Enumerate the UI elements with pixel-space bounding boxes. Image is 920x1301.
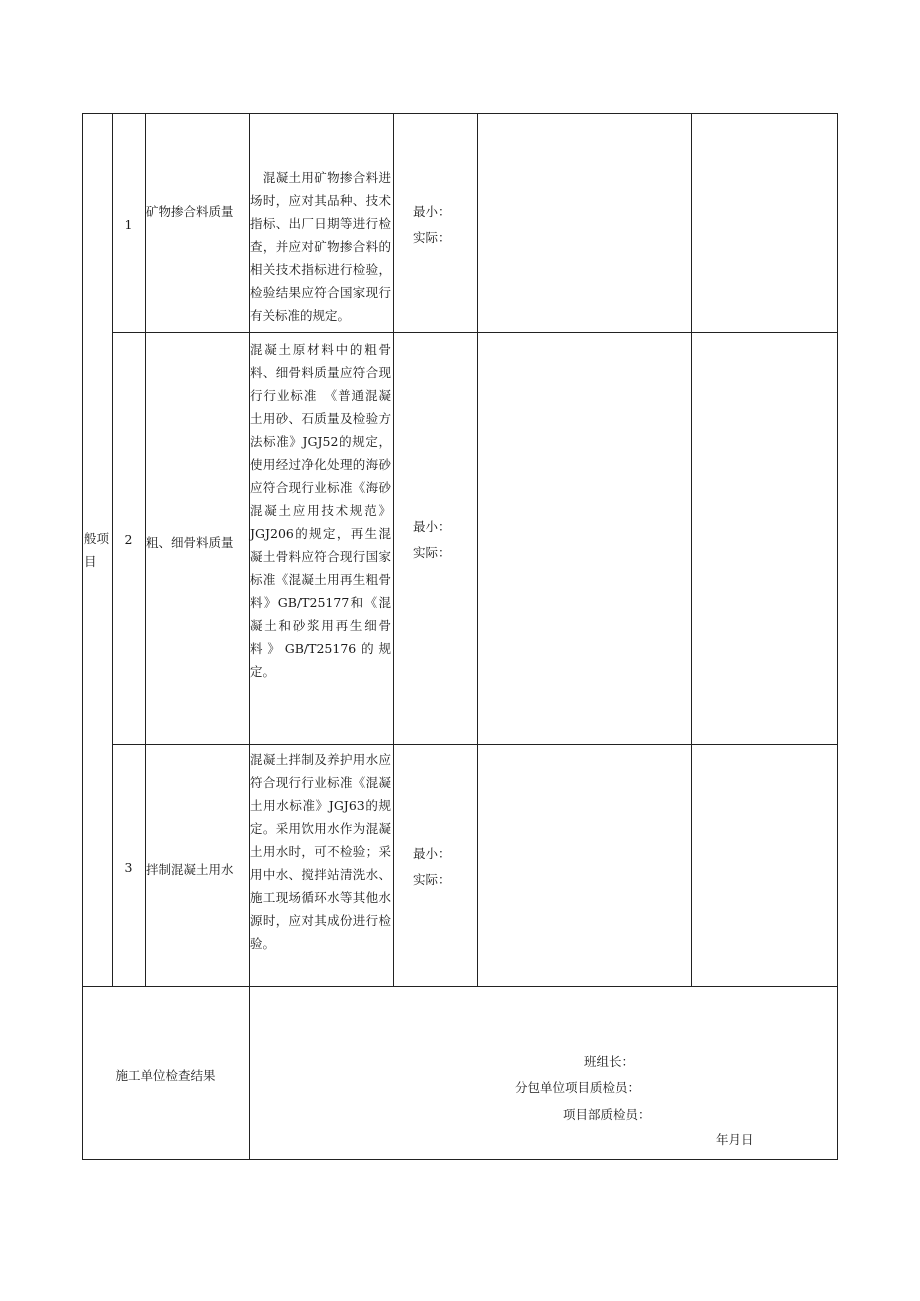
column-divider bbox=[393, 113, 394, 986]
sub-inspector-label: 分包单位项目质检员： bbox=[515, 1080, 641, 1095]
team-leader-label: 班组长： bbox=[584, 1054, 635, 1069]
requirement-text: 混凝土拌制及养护用水应符合现行行业标准《混凝土用水标准》JGJ63的规定。采用饮用水作为混凝土用水时，可不检验；采用中水、搅拌站清洗水、施工现场循环水等其他水源时，应对其成份进行检验。 bbox=[250, 752, 391, 951]
row-divider bbox=[82, 986, 838, 987]
row-number: 1 bbox=[124, 217, 133, 232]
requirement-text: 混凝土原材料中的粗骨料、细骨料质量应符合现行行业标准 《普通混凝土用砂、石质量及检验方法标准》JGJ52的规定，使用经过净化处理的海砂应符合现行业标准《海砂混凝土应用技术规范》JGJ206的规定，再生混凝土骨料应符合现行国家标准《混凝土用再生粗骨料》GB/T25177和《混凝土和砂浆用再生细骨料》GB/T25176的规定。 bbox=[250, 342, 391, 679]
table-border-left bbox=[82, 113, 83, 1160]
row-divider bbox=[112, 744, 838, 745]
section-label: 般项目 bbox=[84, 531, 110, 569]
item-name: 矿物掺合料质量 bbox=[146, 204, 234, 219]
inspection-table bbox=[82, 113, 838, 1160]
table-border-bottom bbox=[82, 1159, 838, 1160]
date-label: 年月日 bbox=[716, 1132, 754, 1147]
column-divider bbox=[691, 113, 692, 986]
table-border-right bbox=[837, 113, 838, 1160]
item-name: 粗、细骨料质量 bbox=[146, 535, 234, 550]
row-divider bbox=[112, 332, 838, 333]
min-label: 最小： bbox=[413, 204, 451, 219]
row-number: 3 bbox=[124, 860, 133, 875]
item-name: 拌制混凝土用水 bbox=[146, 862, 234, 877]
table-border-top bbox=[82, 113, 838, 114]
actual-label: 实际： bbox=[413, 545, 451, 560]
footer-label: 施工单位检查结果 bbox=[115, 1068, 216, 1083]
actual-label: 实际： bbox=[413, 872, 451, 887]
min-label: 最小： bbox=[413, 846, 451, 861]
row-number: 2 bbox=[124, 532, 133, 547]
column-divider bbox=[477, 113, 478, 986]
min-label: 最小： bbox=[413, 519, 451, 534]
actual-label: 实际： bbox=[413, 230, 451, 245]
requirement-text: 混凝土用矿物掺合料进场时，应对其品种、技术指标、出厂日期等进行检查，并应对矿物掺合料的相关技术指标进行检验，检验结果应符合国家现行有关标准的规定。 bbox=[250, 170, 391, 323]
dept-inspector-label: 项目部质检员： bbox=[563, 1107, 651, 1122]
